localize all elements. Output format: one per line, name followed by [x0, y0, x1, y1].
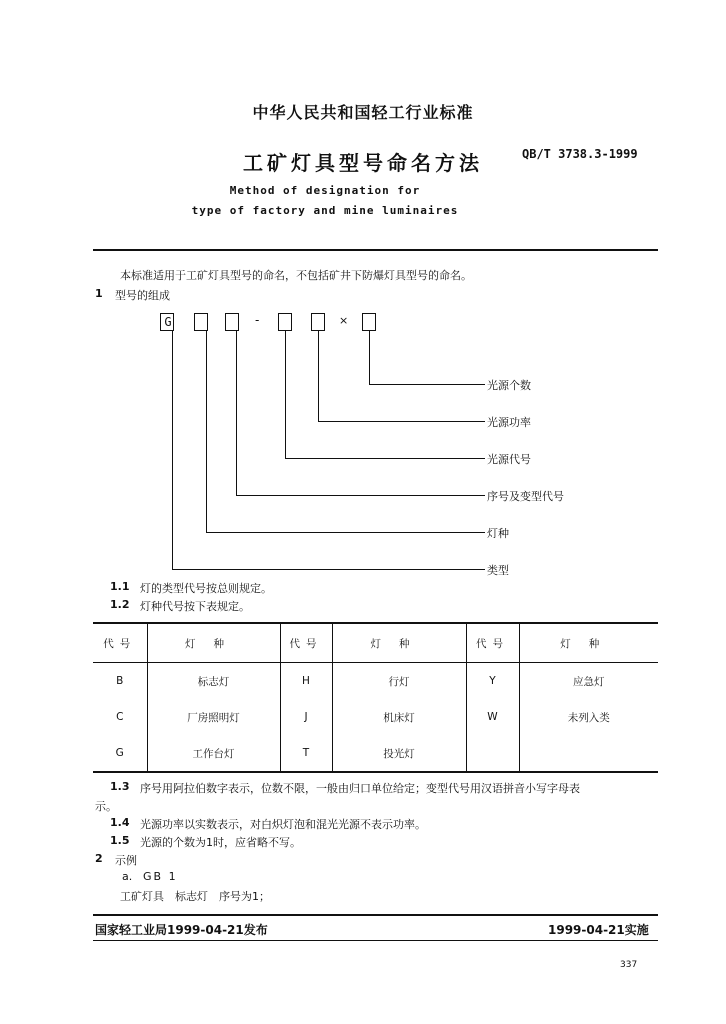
table-cell-code: Y [466, 663, 519, 700]
clause-1-1-number: 1.1 [110, 580, 130, 593]
lamp-kind-box [194, 313, 208, 331]
connector-serial [236, 331, 237, 495]
count-box [362, 313, 376, 331]
clause-1-2-text: 灯种代号按下表规定。 [140, 600, 250, 613]
table-header-row [93, 623, 658, 663]
table-cell-kind: 厂房照明灯 [147, 699, 280, 735]
title-en-line2: type of factory and mine luminaires [191, 204, 459, 217]
table-header-code: 代号 [466, 623, 519, 663]
issuer-text: 国家轻工业局1999-04-21发布 [95, 923, 268, 937]
connector-power-h [318, 421, 485, 422]
table-cell-code: T [280, 735, 332, 772]
clause-1-5-text: 光源的个数为1时，应省略不写。 [140, 836, 301, 849]
serial-box [225, 313, 239, 331]
source-code-box [278, 313, 292, 331]
effective-date-text: 1999-04-21实施 [548, 923, 649, 937]
label-serial-variant: 序号及变型代号 [487, 490, 564, 503]
table-cell-code: C [93, 699, 147, 735]
org-title: 中华人民共和国轻工行业标准 [252, 103, 474, 122]
section2-number: 2 [95, 852, 103, 865]
example-label: a. [122, 870, 133, 883]
document-title: 工矿灯具型号命名方法 [243, 151, 483, 175]
type-box [160, 313, 174, 331]
clause-1-1-text: 灯的类型代号按总则规定。 [140, 582, 272, 595]
table-cell-kind [519, 735, 658, 772]
table-cell-kind: 行灯 [332, 663, 466, 700]
table-cell-code: W [466, 699, 519, 735]
title-en-line1: Method of designation for [229, 184, 421, 197]
section1-title: 型号的组成 [115, 289, 170, 302]
clause-1-3-continuation: 示。 [95, 800, 117, 813]
label-source-code: 光源代号 [487, 453, 531, 466]
table-header-kind: 灯种 [147, 623, 280, 663]
clause-1-3-number: 1.3 [110, 780, 130, 793]
label-type: 类型 [487, 564, 509, 577]
table-cell-kind: 应急灯 [573, 675, 605, 688]
power-box [311, 313, 325, 331]
label-source-count: 光源个数 [487, 379, 531, 392]
label-source-power: 光源功率 [487, 416, 531, 429]
intro-text: 本标准适用于工矿灯具型号的命名，不包括矿井下防爆灯具型号的命名。 [120, 269, 472, 282]
connector-lampkind-h [206, 532, 485, 533]
connector-count-h [369, 384, 485, 385]
connector-serial-h [236, 495, 485, 496]
table-cell-kind: 投光灯 [332, 735, 466, 772]
table-cell-kind: 机床灯 [332, 699, 466, 735]
times-symbol: × [339, 314, 349, 327]
table-cell-code: H [280, 663, 332, 700]
clause-1-4-text: 光源功率以实数表示，对白炽灯泡和混光光源不表示功率。 [140, 818, 426, 831]
table-cell-code: G [93, 735, 147, 772]
label-lamp-kind: 灯种 [487, 527, 509, 540]
clause-1-2-number: 1.2 [110, 598, 130, 611]
connector-source-h [285, 458, 485, 459]
connector-count [369, 331, 370, 384]
table-header-kind: 灯种 [332, 623, 466, 663]
table-header-code: 代号 [280, 623, 332, 663]
section1-number: 1 [95, 287, 103, 300]
table-cell-kind: 未列入类 [567, 711, 610, 724]
clause-1-3-text: 序号用阿拉伯数字表示，位数不限，一般由归口单位给定；变型代号用汉语拼音小写字母表 [140, 782, 580, 795]
clause-1-4-number: 1.4 [110, 816, 130, 829]
table-cell-kind: 标志灯 [147, 663, 280, 700]
lamp-kind-code-table [93, 622, 658, 773]
table-cell-code [466, 735, 519, 772]
example-code: GB 1 [143, 870, 178, 883]
footer-rule-top [93, 914, 658, 916]
table-header-code: 代号 [93, 623, 147, 663]
page-number: 337 [620, 960, 638, 970]
connector-lampkind [206, 331, 207, 532]
connector-source [285, 331, 286, 458]
table-cell-kind: 工作台灯 [147, 735, 280, 772]
connector-type [172, 331, 173, 569]
clause-1-5-number: 1.5 [110, 834, 130, 847]
table-row [93, 663, 658, 700]
table-row [93, 735, 658, 772]
connector-power [318, 331, 319, 421]
header-rule [93, 249, 658, 251]
table-header-kind: 灯种 [560, 637, 618, 650]
example-explanation: 工矿灯具 标志灯 序号为1； [120, 890, 270, 903]
connector-type-h [172, 569, 485, 570]
footer-rule-bottom [93, 940, 658, 941]
standard-number: QB/T 3738.3-1999 [522, 147, 638, 161]
type-box-letter: G [164, 315, 172, 329]
table-cell-code: J [280, 699, 332, 735]
section2-title: 示例 [115, 854, 137, 867]
table-row [93, 699, 658, 735]
dash-symbol: - [255, 313, 260, 327]
table-cell-code: B [93, 663, 147, 700]
